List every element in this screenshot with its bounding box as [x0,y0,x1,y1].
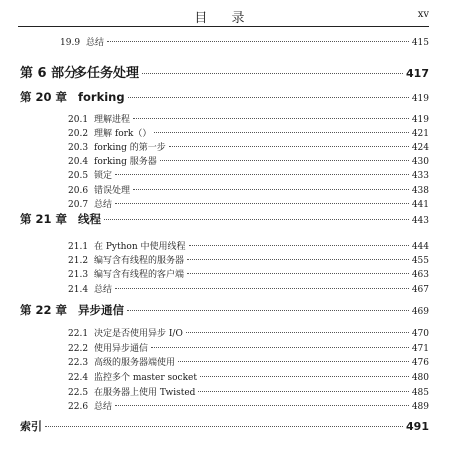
dot-leader [200,376,409,377]
toc-number: 20.1 [68,115,89,125]
toc-number: 20.5 [68,171,89,181]
toc-page-number: 444 [411,242,429,252]
toc-section-row[interactable] [68,399,429,412]
toc-title: 理解进程 [94,115,131,125]
toc-title: 错误处理 [94,186,131,196]
toc-chapter-row[interactable] [20,89,429,105]
dot-leader [189,245,409,246]
dot-leader [187,273,409,274]
header-rule [18,26,429,27]
toc-page-number: 476 [411,358,429,368]
toc-number: 22.6 [68,402,89,412]
dot-leader [133,118,409,119]
toc-number: 22.5 [68,388,89,398]
toc-number: 20.3 [68,143,89,153]
toc-number: 20.7 [68,200,89,210]
toc-title: 决定是否使用异步 I/O [94,329,183,339]
toc-title: forking 的第一步 [94,143,166,153]
dot-leader [178,361,409,362]
toc-number: 第 6 部分 [20,66,78,81]
toc-section-row[interactable] [60,35,429,48]
toc-title: 索引 [20,420,42,433]
toc-number: 22.4 [68,373,89,383]
toc-page-number: 419 [411,115,429,125]
toc-title: forking [78,90,125,104]
toc-page-number: 424 [411,143,429,153]
toc-number: 21.2 [68,256,89,266]
toc-page-number: 421 [411,129,429,139]
toc-title: 总结 [94,402,113,412]
dot-leader [115,174,409,175]
toc-page-number: 433 [411,171,429,181]
toc-number: 第 22 章 [20,303,68,317]
toc-page-number: 463 [411,270,429,280]
toc-number: 第 20 章 [20,90,68,104]
header-title: 目 录 [194,11,255,26]
toc-section-row[interactable] [68,197,429,210]
toc-page-number: 455 [411,256,429,266]
toc-section-row[interactable] [68,370,429,383]
toc-number: 22.1 [68,329,89,339]
toc-section-row[interactable] [68,239,429,252]
dot-leader [107,41,409,42]
toc-title: 理解 fork（） [94,129,152,139]
toc-title: 总结 [94,200,113,210]
toc-index-row[interactable] [20,418,429,434]
toc-page-number: 441 [411,200,429,210]
toc-title: 线程 [78,212,101,226]
toc-page-number: 469 [411,307,429,317]
toc-number: 21.1 [68,242,89,252]
toc-section-row[interactable] [68,183,429,196]
toc-page-number: 438 [411,186,429,196]
toc-page-number: 443 [411,216,429,226]
toc-title: 多任务处理 [74,66,140,81]
toc-section-row[interactable] [68,282,429,295]
toc-title: 编写含有线程的服务器 [94,256,185,266]
toc-title: 在服务器上使用 Twisted [94,388,196,398]
toc-section-row[interactable] [68,326,429,339]
toc-page-number: 417 [406,67,429,80]
dot-leader [186,332,409,333]
toc-title: 使用异步通信 [94,344,149,354]
toc-page-number: 419 [411,94,429,104]
toc-section-row[interactable] [68,126,429,139]
toc-section-row[interactable] [68,385,429,398]
toc-page-number: 470 [411,329,429,339]
toc-title: 高级的服务器端使用 [94,358,176,368]
dot-leader [187,259,409,260]
dot-leader [151,347,409,348]
toc-title: 总结 [94,285,113,295]
dot-leader [142,73,403,74]
toc-title: 编写含有线程的客户端 [94,270,185,280]
toc-title: 监控多个 master socket [94,373,197,383]
dot-leader [133,189,409,190]
dot-leader [160,160,409,161]
toc-part-row[interactable] [20,62,429,81]
toc-number: 21.3 [68,270,89,280]
dot-leader [104,219,409,220]
dot-leader [198,391,408,392]
toc-title: 在 Python 中使用线程 [94,242,186,252]
toc-number: 22.3 [68,358,89,368]
dot-leader [128,97,409,98]
toc-number: 22.2 [68,344,89,354]
toc-page-number: 471 [411,344,429,354]
toc-chapter-row[interactable] [20,211,429,227]
toc-page-number: 430 [411,157,429,167]
toc-section-row[interactable] [68,355,429,368]
toc-number: 20.4 [68,157,89,167]
dot-leader [154,132,408,133]
toc-page-number: 480 [411,373,429,383]
toc-title: forking 服务器 [94,157,157,167]
toc-title: 异步通信 [78,303,124,317]
toc-page-number: 485 [411,388,429,398]
toc-page-number: 467 [411,285,429,295]
toc-section-row[interactable] [68,341,429,354]
toc-number: 20.2 [68,129,89,139]
dot-leader [115,288,409,289]
toc-number: 第 21 章 [20,212,68,226]
header-page-number: xv [417,9,429,20]
toc-section-row[interactable] [68,267,429,280]
dot-leader [115,203,409,204]
toc-title: 总结 [86,38,105,48]
toc-section-row[interactable] [68,168,429,181]
toc-section-row[interactable] [68,140,429,153]
toc-section-row[interactable] [68,112,429,125]
toc-page-number: 415 [411,38,429,48]
dot-leader [127,310,409,311]
toc-number: 21.4 [68,285,89,295]
page-header [0,0,449,26]
toc-section-row[interactable] [68,154,429,167]
toc-number: 19.9 [60,38,81,48]
toc-title: 锁定 [94,171,113,181]
dot-leader [45,426,403,427]
toc-number: 20.6 [68,186,89,196]
toc-chapter-row[interactable] [20,302,429,318]
dot-leader [169,146,409,147]
dot-leader [115,405,409,406]
toc-section-row[interactable] [68,253,429,266]
toc-page-number: 489 [411,402,429,412]
toc-page-number: 491 [406,420,429,433]
